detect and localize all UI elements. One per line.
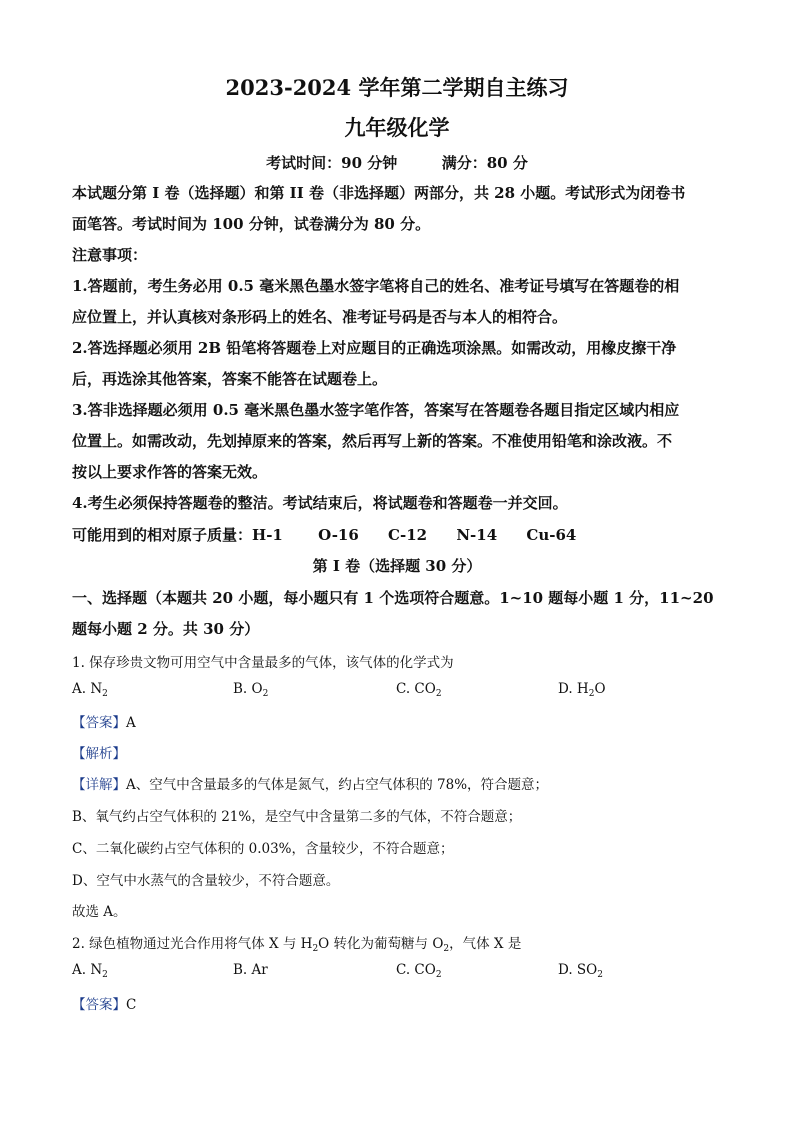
question-1-option-b: B. $O_2$ [233, 681, 269, 699]
exam-subtitle: 九年级化学 [344, 115, 450, 140]
section-1-instruction-1: 一、选择题（本题共 20 小题，每小题只有 1 个选项符合题意。1~10 题每小题 1 分，11~20 [72, 589, 714, 607]
question-1-option-a: A. $N_2$ [72, 681, 108, 699]
note-2-line-2: 后，再选涂其他答案，答案不能答在试题卷上。 [72, 370, 388, 388]
intro-line-2: 面笔答。考试时间为 100 分钟，试卷满分为 80 分。 [72, 215, 431, 233]
answer-value: C [126, 997, 137, 1013]
note-2-line-1: 2.答选择题必须用 2B 铅笔将答题卷上对应题目的正确选项涂黑。如需改动，用橡皮擦干净 [72, 339, 677, 357]
full-score: 满分：80 分 [441, 154, 528, 172]
question-2-answer [72, 993, 136, 1013]
question-1-answer [72, 711, 136, 731]
note-3-line-3: 按以上要求作答的答案无效。 [72, 463, 268, 481]
note-1-line-2: 应位置上，并认真核对条形码上的姓名、准考证号码是否与本人的相符合。 [72, 308, 568, 326]
atomic-mass-cu: Cu-64 [526, 526, 577, 544]
question-2-option-c: C. $CO_2$ [396, 962, 442, 980]
atomic-mass-h: H-1 [252, 526, 283, 544]
question-1-stem: 1. 保存珍贵文物可用空气中含量最多的气体，该气体的化学式为 [72, 655, 454, 671]
atomic-mass-o: O-16 [318, 526, 359, 544]
question-1-option-d: D. $H_2O$ [558, 681, 606, 699]
atomic-mass-c: C-12 [388, 526, 428, 544]
question-2-option-a: A. $N_2$ [72, 962, 108, 980]
question-1-analysis-tag: 【解析】 [72, 746, 126, 762]
note-3-line-2: 位置上。如需改动，先划掉原来的答案，然后再写上新的答案。不准使用铅笔和涂改液。不 [72, 432, 673, 450]
intro-line-1: 本试题分第 I 卷（选择题）和第 II 卷（非选择题）两部分，共 28 小题。考试形式为闭卷书 [72, 184, 686, 202]
detail-tag: 【详解】 [72, 777, 126, 793]
answer-tag: 【答案】 [72, 997, 126, 1013]
atomic-mass-row [72, 524, 576, 545]
question-1-detail-d: D、空气中水蒸气的含量较少，不符合题意。 [72, 873, 340, 889]
exam-info [0, 152, 794, 173]
question-1-detail-b: B、氧气约占空气体积的 21%，是空气中含量第二多的气体，不符合题意； [72, 809, 522, 825]
section-1-title: 第 I 卷（选择题 30 分） [312, 557, 482, 575]
exam-time: 考试时间：90 分钟 [266, 154, 398, 172]
exam-title: 2023-2024 学年第二学期自主练习 [225, 75, 569, 100]
question-1-option-c: C. $CO_2$ [396, 681, 442, 699]
question-2-stem: 2. 绿色植物通过光合作用将气体 X 与 $H_2O$ 转化为葡萄糖与 $O_2$，气体 X 是 [72, 936, 522, 954]
question-1-detail-a: 【详解】A、空气中含量最多的气体是氮气，约占空气体积的 78%，符合题意； [72, 777, 549, 793]
atomic-mass-n: N-14 [456, 526, 498, 544]
notes-heading: 注意事项： [72, 246, 148, 264]
question-1-detail-c: C、二氧化碳约占空气体积的 0.03%，含量较少，不符合题意； [72, 841, 454, 857]
answer-value: A [126, 715, 136, 731]
note-1-line-1: 1.答题前，考生务必用 0.5 毫米黑色墨水签字笔将自己的姓名、准考证号填写在答题卷的相 [72, 277, 680, 295]
question-2-option-d: D. $SO_2$ [558, 962, 603, 980]
answer-tag: 【答案】 [72, 715, 126, 731]
question-2-option-b: B. Ar [233, 962, 268, 978]
question-1-conclusion: 故选 A。 [72, 904, 127, 920]
note-4: 4.考生必须保持答题卷的整洁。考试结束后，将试题卷和答题卷一并交回。 [72, 494, 568, 512]
section-1-instruction-2: 题每小题 2 分。共 30 分） [72, 620, 260, 638]
note-3-line-1: 3.答非选择题必须用 0.5 毫米黑色墨水签字笔作答，答案写在答题卷各题目指定区域内相应 [72, 401, 680, 419]
atomic-mass-label: 可能用到的相对原子质量： [72, 526, 253, 544]
